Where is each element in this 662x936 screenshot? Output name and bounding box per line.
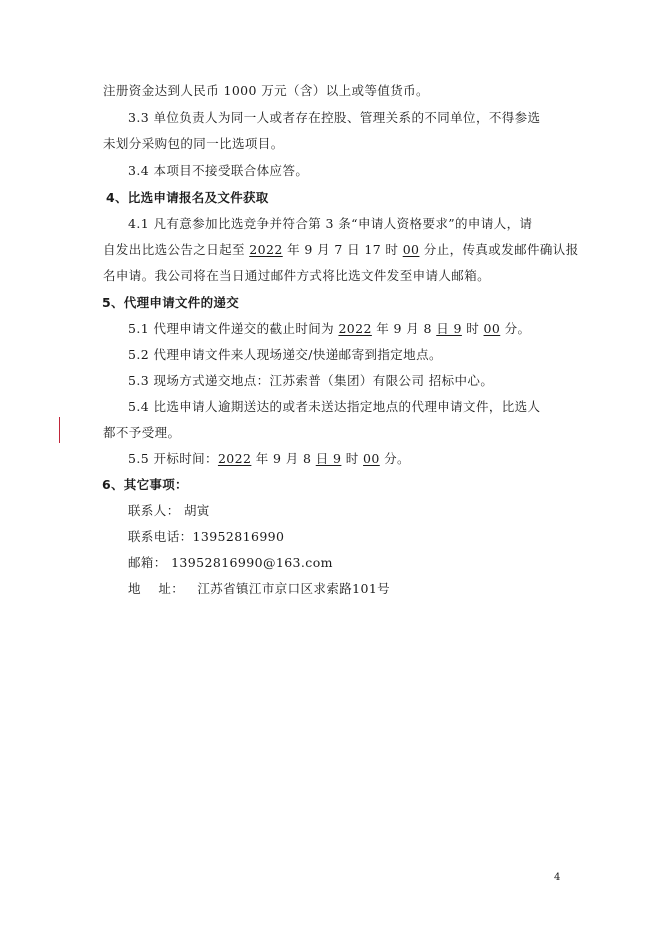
paragraph-5-1 xyxy=(128,321,563,337)
paragraph-3-4: 3.4 本项目不接受联合体应答。 xyxy=(128,163,309,178)
opening-year: 2022 xyxy=(217,451,252,466)
submission-year: 2022 xyxy=(338,321,372,336)
contact-address: 地 址： 江苏省镇江市京口区求索路101号 xyxy=(128,581,391,596)
text-segment: 年 9 月 8 xyxy=(371,321,437,336)
opening-day-hour: 日 9 xyxy=(315,451,342,466)
paragraph-4-1-line-1: 4.1 凡有意参加比选竞争并符合第 3 条“申请人资格要求”的申请人，请 xyxy=(128,216,533,231)
paragraph-5-5 xyxy=(128,451,563,467)
paragraph-3-2-continuation: 注册资金达到人民币 1000 万元（含）以上或等值货币。 xyxy=(103,83,429,98)
opening-minute: 00 xyxy=(363,451,380,466)
contact-email: 邮箱： 13952816990@163.com xyxy=(128,555,333,570)
paragraph-3-3-line-1: 3.3 单位负责人为同一人或者存在控股、管理关系的不同单位，不得参选 xyxy=(128,110,541,125)
page-number: 4 xyxy=(554,872,561,883)
text-segment: 5.5 开标时间： xyxy=(128,451,218,466)
paragraph-3-3-line-2: 未划分采购包的同一比选项目。 xyxy=(103,136,284,151)
submission-minute: 00 xyxy=(483,321,501,336)
section-heading-5: 5、代理申请文件的递交 xyxy=(102,295,239,310)
paragraph-5-2: 5.2 代理申请文件来人现场递交/快递邮寄到指定地点。 xyxy=(128,347,442,362)
text-segment: 分止，传真或发邮件确认报 xyxy=(419,242,579,257)
section-heading-4: 4、比选申请报名及文件获取 xyxy=(106,190,269,205)
deadline-minute: 00 xyxy=(402,242,420,257)
text-segment: 分。 xyxy=(500,321,531,336)
paragraph-5-3: 5.3 现场方式递交地点：江苏索普（集团）有限公司 招标中心。 xyxy=(128,373,494,388)
paragraph-5-4-line-1: 5.4 比选申请人逾期送达的或者未送达指定地点的代理申请文件，比选人 xyxy=(128,399,541,414)
text-segment: 时 xyxy=(461,321,484,336)
paragraph-4-1-line-3: 名申请。我公司将在当日通过邮件方式将比选文件发至申请人邮箱。 xyxy=(103,268,491,283)
text-segment: 分。 xyxy=(379,451,410,466)
text-segment: 时 xyxy=(341,451,364,466)
submission-day-hour: 日 9 xyxy=(436,321,462,336)
paragraph-4-1-line-2 xyxy=(103,242,579,258)
text-segment: 自发出比选公告之日起至 xyxy=(103,242,250,257)
text-segment: 年 9 月 8 xyxy=(251,451,316,466)
text-segment: 5.1 代理申请文件递交的截止时间为 xyxy=(128,321,339,336)
contact-phone: 联系电话：13952816990 xyxy=(128,529,285,544)
margin-revision-mark xyxy=(59,417,60,443)
section-heading-6: 6、其它事项： xyxy=(102,477,188,492)
paragraph-5-4-line-2: 都不予受理。 xyxy=(103,425,181,440)
text-segment: 年 9 月 7 日 17 时 xyxy=(282,242,403,257)
contact-person: 联系人： 胡寅 xyxy=(128,503,210,518)
deadline-year: 2022 xyxy=(249,242,283,257)
